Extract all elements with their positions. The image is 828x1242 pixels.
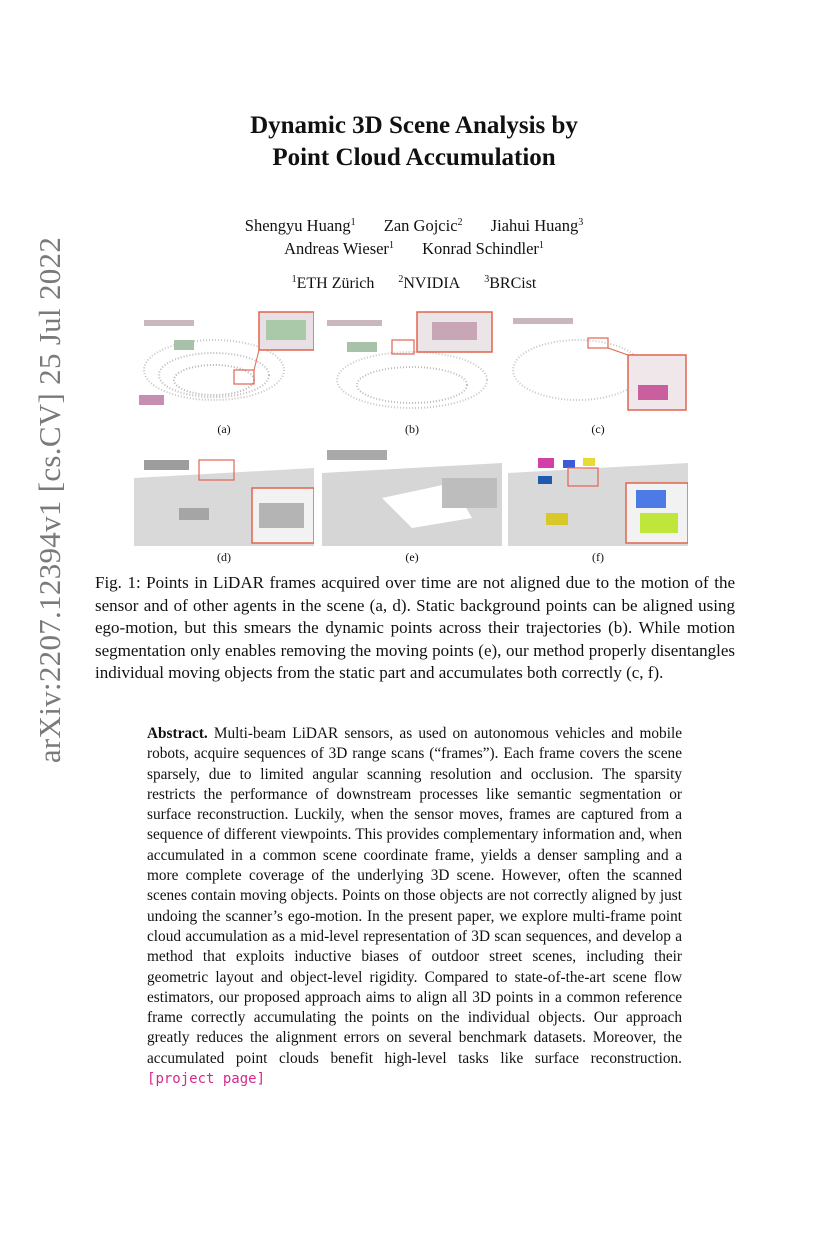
abstract: [147, 724, 682, 1089]
title-line-1: Dynamic 3D Scene Analysis by: [250, 112, 578, 139]
panel-f-mesh: [508, 438, 688, 546]
author: Andreas Wieser$^1$: [284, 239, 394, 258]
arxiv-sidebar: [20, 180, 80, 820]
panel-b-pointcloud: [322, 310, 502, 418]
affiliation: $^3$BRCist: [484, 274, 537, 292]
panel-label-c: (c): [591, 422, 605, 436]
figure-caption: Fig. 1: Points in LiDAR frames acquired over time are not aligned due to the motion of the sensor and of other agents in the scene (a, d). Static background points can be aligned using ego-motion, but this smears the dynamic points across their trajectories (b). While motion segmentation only enables removing the moving points (e), our method properly disentangles individual moving objects from the static part and accumulates both correctly (c, f).: [95, 573, 735, 682]
paper-title: [160, 110, 668, 174]
panel-e-mesh: [322, 438, 502, 546]
panel-d-mesh: [134, 438, 314, 546]
affiliation: $^2$NVIDIA: [398, 274, 461, 292]
panel-label-f: (f): [592, 550, 604, 564]
panel-label-e: (e): [405, 550, 419, 564]
panel-label-d: (d): [217, 550, 231, 564]
author-list: [160, 214, 668, 260]
panel-label-b: (b): [405, 422, 419, 436]
panel-c-pointcloud: [508, 310, 688, 418]
abstract-text: Multi-beam LiDAR sensors, as used on autonomous vehicles and mobile robots, acquire sequences of 3D range scans (“frames”). Each frame covers the scene sparsely, due to limited angular scanning resolution and occlusion. The sparsity restricts the performance of downstream processes like semantic segmentation or surface reconstruction. Luckily, when the sensor moves, frames are captured from a sequence of different viewpoints. This provides complementary information and, when accumulated in a common scene coordinate frame, yields a denser sampling and a more complete coverage of the underlying 3D scene. However, often the scanned scenes contain moving objects. Points on those objects are not correctly aligned by just undoing the scanner’s ego-motion. In the present paper, we explore multi-frame point cloud accumulation as a mid-level representation of 3D scan sequences, and develop a method that exploits inductive biases of outdoor street scenes, including their geometric layout and object-level rigidity. Compared to state-of-the-art scene flow estimators, our proposed approach aims to align all 3D points in a common reference frame correctly accumulating the points on the individual objects. Our approach greatly reduces the alignment errors on several benchmark datasets. Moreover, the accumulated point clouds benefit high-level tasks like surface reconstruction.: [147, 725, 682, 1067]
panel-a-pointcloud: [134, 310, 314, 418]
affiliations: [160, 275, 668, 293]
author: Jiahui Huang$^3$: [490, 216, 584, 235]
abstract-label: Abstract.: [147, 725, 208, 742]
title-line-2: Point Cloud Accumulation: [272, 144, 556, 171]
project-page-link[interactable]: [project page]: [147, 1071, 266, 1088]
author: Konrad Schindler$^1$: [422, 239, 544, 258]
arxiv-id: arXiv:2207.12394v1 [cs.CV] 25 Jul 2022: [32, 236, 67, 764]
author: Shengyu Huang$^1$: [244, 216, 356, 235]
affiliation: $^1$ETH Zürich: [291, 274, 375, 292]
figure-1: [134, 310, 694, 564]
author: Zan Gojcic$^2$: [383, 216, 463, 235]
panel-label-a: (a): [217, 422, 231, 436]
